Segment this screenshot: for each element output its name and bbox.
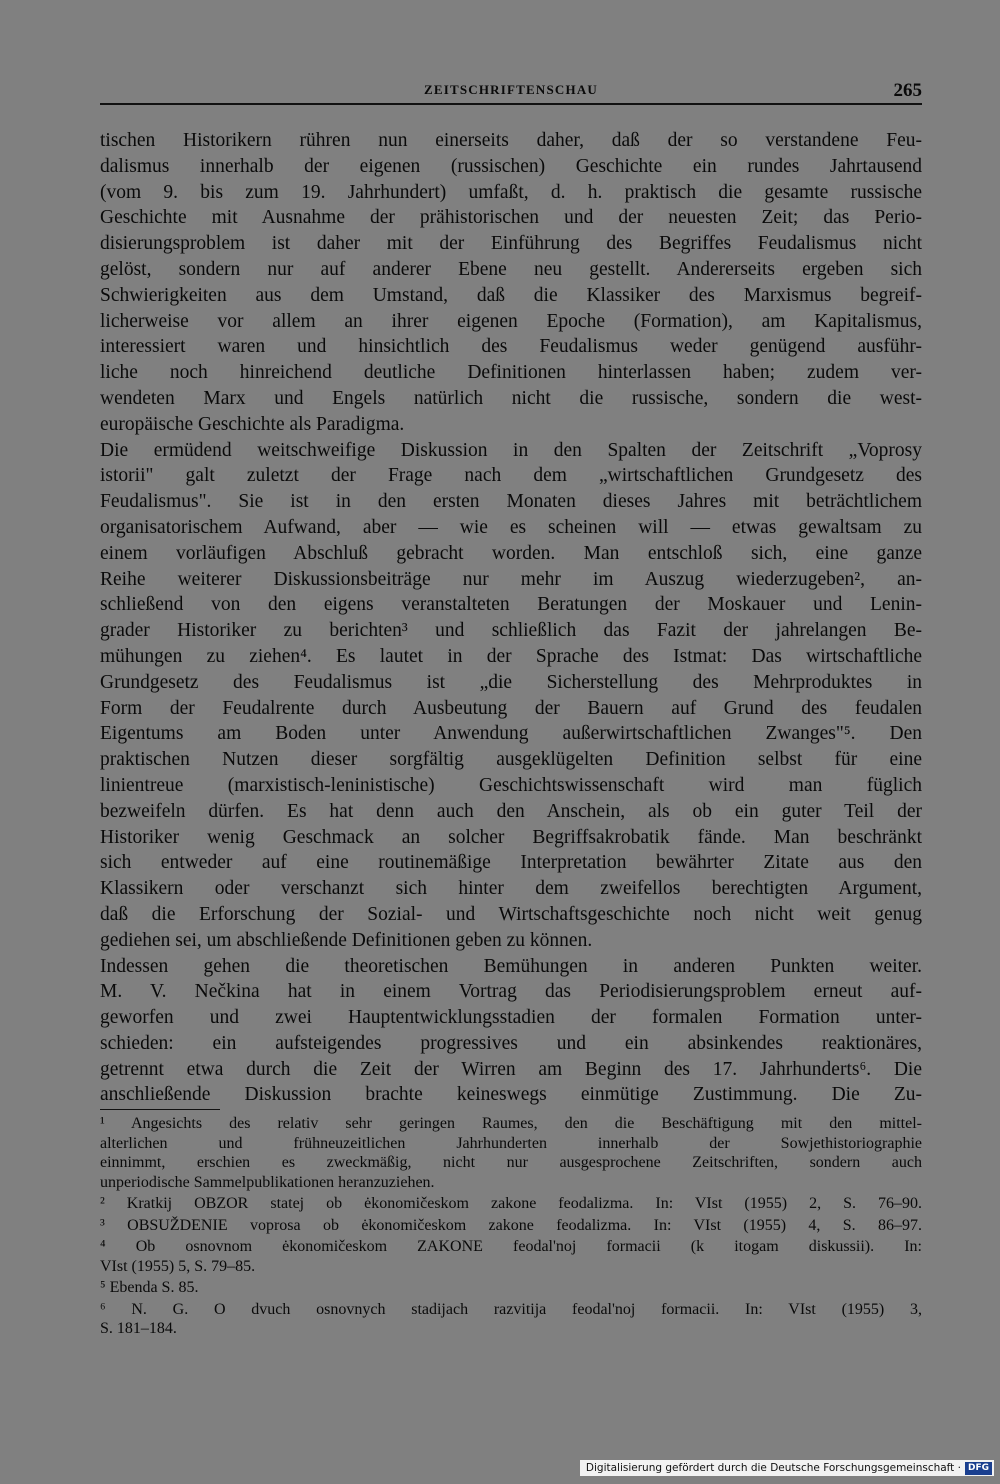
body-line: Indessen gehen die theoretischen Bemühungen in anderen Punkten weiter. xyxy=(100,955,922,977)
page-number: 265 xyxy=(893,80,922,101)
body-line: (vom 9. bis zum 19. Jahrhundert) umfaßt, d. h. praktisch die gesamte russische xyxy=(100,181,922,203)
body-line: licherweise vor allem an ihrer eigenen Epoche (Formation), am Kapitalismus, xyxy=(100,310,922,332)
body-line: einem vorläufigen Abschluß gebracht worden. Man entschloß sich, eine ganze xyxy=(100,542,922,564)
running-title: ZEITSCHRIFTENSCHAU xyxy=(423,82,599,97)
body-line: tischen Historikern rühren nun einerseits daher, daß der so verstandene Feu- xyxy=(100,130,922,151)
body-line: istorii" galt zuletzt der Frage nach dem „wirtschaftlichen Grundgesetz des xyxy=(100,465,922,487)
body-line: organisatorischem Aufwand, aber — wie es scheinen will — etwas gewaltsam zu xyxy=(100,516,922,538)
body-line: dalismus innerhalb der eigenen (russischen) Geschichte ein rundes Jahrtausend xyxy=(100,155,922,177)
body-line: liche noch hinreichend deutliche Definitionen hinterlassen haben; zudem ver- xyxy=(100,362,922,384)
body-line: Geschichte mit Ausnahme der prähistorischen und der neuesten Zeit; das Perio- xyxy=(100,207,922,229)
footnote-rule xyxy=(100,1109,220,1110)
footnote-line: unperiodische Sammelpublikationen heranzuziehen. xyxy=(100,1173,435,1191)
footnote-line: VIst (1955) 5, S. 79–85. xyxy=(100,1257,256,1275)
body-line: Reihe weiterer Diskussionsbeiträge nur mehr im Auszug wiederzugeben², an- xyxy=(100,568,922,590)
body-line: geworfen und zwei Hauptentwicklungsstadien der formalen Formation unter- xyxy=(100,1007,922,1029)
footnote-line: ⁵ Ebenda S. 85. xyxy=(100,1279,199,1296)
body-line: schieden: ein aufsteigendes progressives und ein absinkendes reaktionäres, xyxy=(100,1032,922,1054)
body-line: gediehen sei, um abschließende Definitionen geben zu können. xyxy=(100,929,593,951)
footnote-line: ³ OBSUŽDENIE voprosa ob ėkonomičeskom zakone feodalizma. In: VIst (1955) 4, S. 86–97. xyxy=(100,1216,922,1234)
body-line: sich entweder auf eine routinemäßige Interpretation bewährter Zitate aus den xyxy=(100,852,922,874)
body-text xyxy=(100,128,922,1108)
body-line: Historiker wenig Geschmack an solcher Begriffsakrobatik fände. Man beschränkt xyxy=(100,826,922,848)
body-line: Eigentums am Boden unter Anwendung außerwirtschaftlichen Zwanges"⁵. Den xyxy=(100,723,922,745)
footnote-line: ² Kratkij OBZOR statej ob ėkonomičeskom zakone feodalizma. In: VIst (1955) 2, S. 76–90. xyxy=(100,1195,922,1212)
body-line: praktischen Nutzen dieser sorgfältig ausgeklügelten Definition selbst für eine xyxy=(100,749,922,771)
footnote-line: ⁴ Ob osnovnom ėkonomičeskom ZAKONE feodal'noj formacii (k itogam diskussii). In: xyxy=(100,1238,922,1255)
body-line: wendeten Marx und Engels natürlich nicht die russische, sondern die west- xyxy=(100,387,922,409)
body-line: schließend von den eigens veranstalteten Beratungen der Moskauer und Lenin- xyxy=(100,594,922,616)
dfg-logo-icon: DFG xyxy=(965,1462,992,1475)
body-line: mühungen zu ziehen⁴. Es lautet in der Sprache des Istmat: Das wirtschaftliche xyxy=(100,645,922,667)
body-line: Feudalismus". Sie ist in den ersten Monaten dieses Jahres mit beträchtlichem xyxy=(100,491,922,513)
credit-text: Digitalisierung gefördert durch die Deutsche Forschungsgemeinschaft · xyxy=(585,1462,961,1474)
body-line: M. V. Nečkina hat in einem Vortrag das Periodisierungsproblem erneut auf- xyxy=(100,981,922,1003)
body-line: bezweifeln dürfen. Es hat denn auch den Anschein, als ob ein guter Teil der xyxy=(100,800,922,822)
footnote-line: ¹ Angesichts des relativ sehr geringen Raumes, den die Beschäftigung mit den mittel- xyxy=(100,1115,922,1132)
body-line: getrennt etwa durch die Zeit der Wirren am Beginn des 17. Jahrhunderts⁶. Die xyxy=(100,1058,922,1080)
body-line: gelöst, sondern nur auf anderer Ebene neu gestellt. Andererseits ergeben sich xyxy=(100,258,922,280)
header-rule xyxy=(100,103,922,105)
body-line: disierungsproblem ist daher mit der Einführung des Begriffes Feudalismus nicht xyxy=(100,233,922,255)
body-line: daß die Erforschung der Sozial- und Wirtschaftsgeschichte noch nicht weit genug xyxy=(100,903,922,925)
footnotes xyxy=(100,1114,922,1339)
body-line: anschließende Diskussion brachte keineswegs einmütige Zustimmung. Die Zu- xyxy=(100,1084,922,1106)
body-line: Klassikern oder verschanzt sich hinter dem zweifellos berechtigten Argument, xyxy=(100,878,922,900)
digitization-credit xyxy=(580,1460,994,1476)
footnote-line: S. 181–184. xyxy=(100,1320,177,1337)
body-line: Schwierigkeiten aus dem Umstand, daß die Klassiker des Marxismus begreif- xyxy=(100,284,922,306)
footnote-line: einnimmt, erschien es zweckmäßig, nicht nur ausgesprochene Zeitschriften, sondern auch xyxy=(100,1154,922,1171)
body-line: Grundgesetz des Feudalismus ist „die Sicherstellung des Mehrproduktes in xyxy=(100,671,922,693)
body-line: Form der Feudalrente durch Ausbeutung der Bauern auf Grund des feudalen xyxy=(100,697,922,719)
body-line: Die ermüdend weitschweifige Diskussion in den Spalten der Zeitschrift „Voprosy xyxy=(100,439,922,461)
body-line: grader Historiker zu berichten³ und schließlich das Fazit der jahrelangen Be- xyxy=(100,620,922,642)
body-line: interessiert waren und hinsichtlich des Feudalismus weder genügend ausführ- xyxy=(100,336,922,358)
footnote-line: alterlichen und frühneuzeitlichen Jahrhunderten innerhalb der Sowjethistoriographie xyxy=(100,1134,922,1152)
body-line: linientreue (marxistisch-leninistische) Geschichtswissenschaft wird man füglich xyxy=(100,774,922,796)
footnote-line: ⁶ N. G. O dvuch osnovnych stadijach razvitija feodal'noj formacii. In: VIst (1955) 3, xyxy=(100,1300,922,1318)
body-line: europäische Geschichte als Paradigma. xyxy=(100,413,405,435)
